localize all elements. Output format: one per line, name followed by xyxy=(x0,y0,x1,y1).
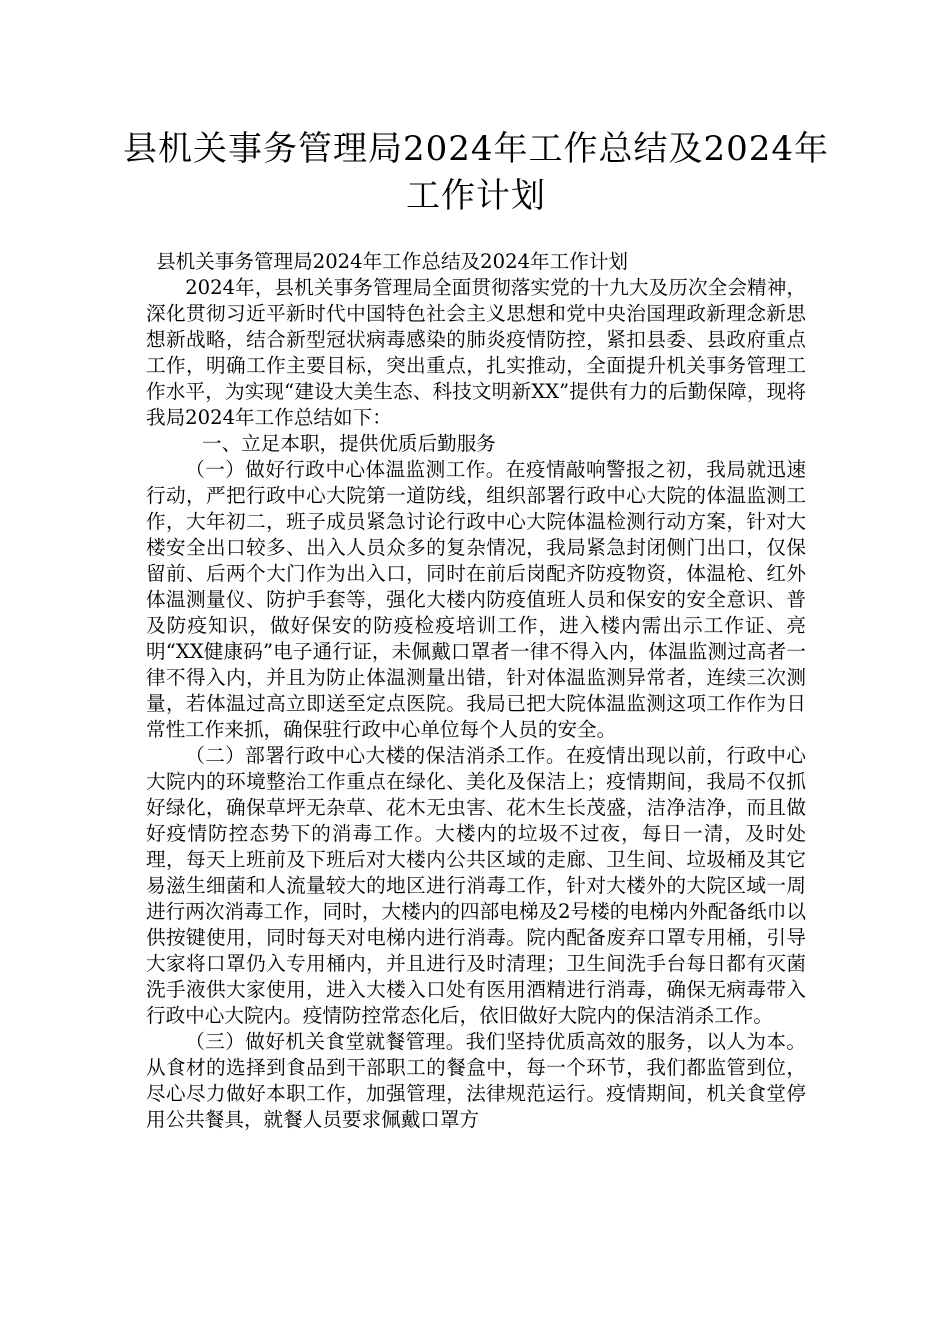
body-paragraph: （三）做好机关食堂就餐管理。我们坚持优质高效的服务，以人为本。从食材的选择到食品到干部职工的餐盒中，每一个环节，我们都监管到位，尽心尽力做好本职工作，加强管理，法律规范运行。疫情期间，机关食堂停用公共餐具，就餐人员要求佩戴口罩方 xyxy=(146,1030,806,1131)
document-title: 县机关事务管理局2024年工作总结及2024年工作计划 xyxy=(122,129,830,216)
body-paragraph: （二）部署行政中心大楼的保洁消杀工作。在疫情出现以前，行政中心大院内的环境整治工作重点在绿化、美化及保洁上；疫情期间，我局不仅抓好绿化，确保草坪无杂草、花木无虫害、花木生长茂盛，洁净洁净，而且做好疫情防控态势下的消毒工作。大楼内的垃圾不过夜，每日一清，及时处理，每天上班前及下班后对大楼内公共区域的走廊、卫生间、垃圾桶及其它易滋生细菌和人流量较大的地区进行消毒工作，针对大楼外的大院区域一周进行两次消毒工作，同时，大楼内的四部电梯及2号楼的电梯内外配备纸巾以供按键使用，同时每天对电梯内进行消毒。院内配备废弃口罩专用桶，引导大家将口罩仍入专用桶内，并且进行及时清理；卫生间洗手台每日都有灭菌洗手液供大家使用，进入大楼入口处有医用酒精进行消毒，确保无病毒带入行政中心大院内。疫情防控常态化后，依旧做好大院内的保洁消杀工作。 xyxy=(146,744,806,1027)
document-subtitle: 县机关事务管理局2024年工作总结及2024年工作计划 xyxy=(156,250,629,273)
section-heading: 一、立足本职，提供优质后勤服务 xyxy=(202,432,496,455)
intro-paragraph: 2024年，县机关事务管理局全面贯彻落实党的十九大及历次全会精神，深化贯彻习近平新时代中国特色社会主义思想和党中央治国理政新理念新思想新战略，结合新型冠状病毒感染的肺炎疫情防控，紧扣县委、县政府重点工作，明确工作主要目标，突出重点，扎实推动，全面提升机关事务管理工作水平，为实现“建设大美生态、科技文明新XX”提供有力的后勤保障，现将我局2024年工作总结如下： xyxy=(146,276,806,429)
body-paragraph: （一）做好行政中心体温监测工作。在疫情敲响警报之初，我局就迅速行动，严把行政中心大院第一道防线，组织部署行政中心大院的体温监测工作，大年初二，班子成员紧急讨论行政中心大院体温检测行动方案，针对大楼安全出口较多、出入人员众多的复杂情况，我局紧急封闭侧门出口，仅保留前、后两个大门作为出入口，同时在前后岗配齐防疫物资，体温枪、红外体温测量仪、防护手套等，强化大楼内防疫值班人员和保安的安全意识、普及防疫知识，做好保安的防疫检疫培训工作，进入楼内需出示工作证、亮明“XX健康码”电子通行证，未佩戴口罩者一律不得入内，体温监测过高者一律不得入内，并且为防止体温测量出错，针对体温监测异常者，连续三次测量，若体温过高立即送至定点医院。我局已把大院体温监测这项工作作为日常性工作来抓，确保驻行政中心单位每个人员的安全。 xyxy=(146,458,806,741)
document-body xyxy=(146,249,806,1133)
